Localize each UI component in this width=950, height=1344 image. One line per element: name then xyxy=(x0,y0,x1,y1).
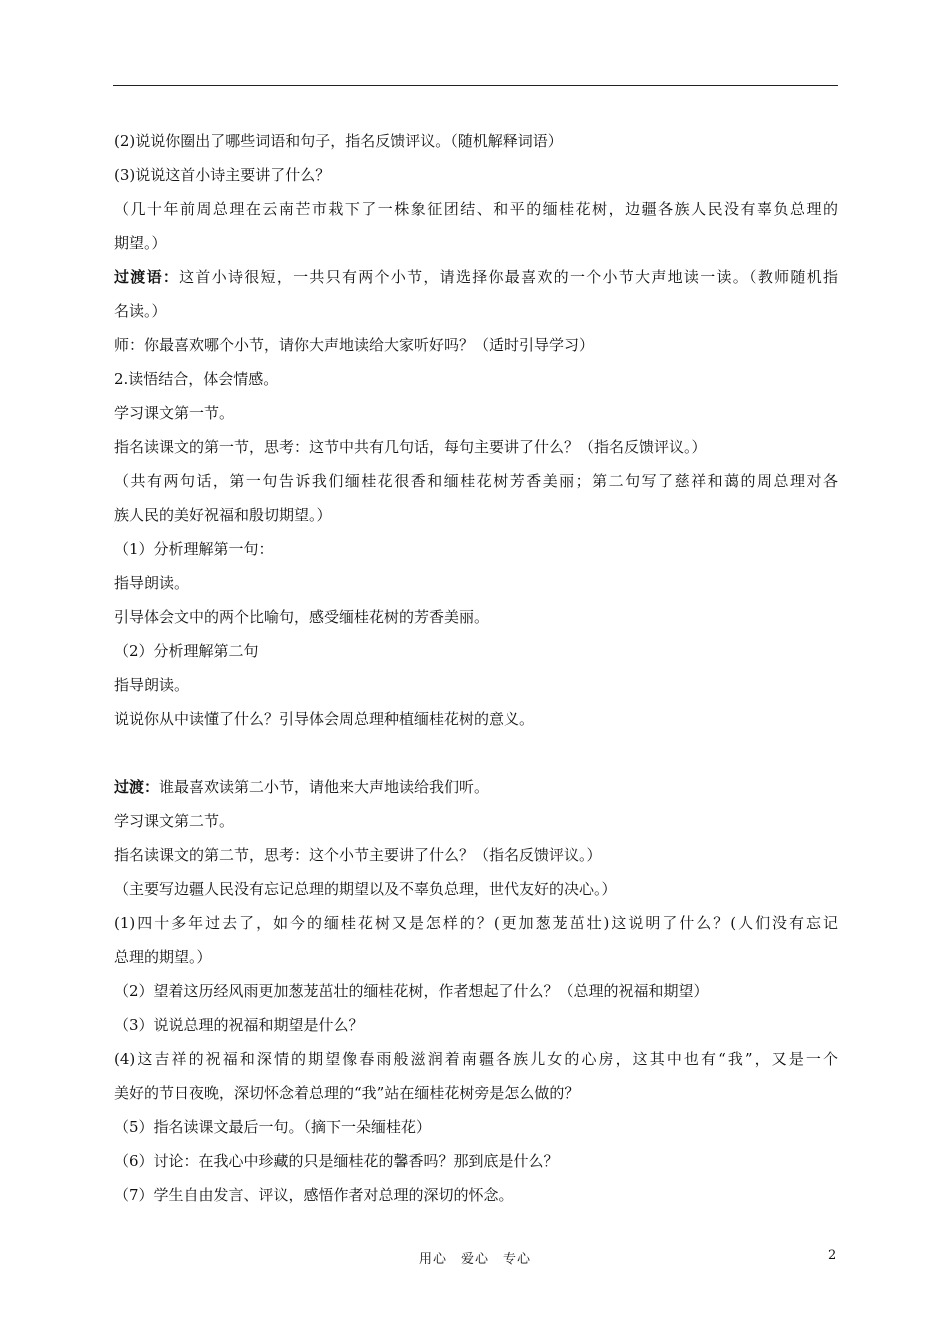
document-body xyxy=(114,124,838,1212)
text-line xyxy=(114,770,838,804)
text-line: 说说你从中读懂了什么？引导体会周总理种植缅桂花树的意义。 xyxy=(114,710,535,728)
text-line: 2.读悟结合，体会情感。 xyxy=(114,370,279,388)
text-line: 指导朗读。 xyxy=(114,676,190,694)
text-line: 引导体会文中的两个比喻句，感受缅桂花树的芳香美丽。 xyxy=(114,608,490,626)
blank-line xyxy=(114,736,838,770)
text-line: 总理的期望。） xyxy=(114,948,212,966)
text-line: （2）望着这历经风雨更加葱茏茁壮的缅桂花树，作者想起了什么？（总理的祝福和期望） xyxy=(114,982,709,1000)
text-line: （共有两句话，第一句告诉我们缅桂花很香和缅桂花树芳香美丽；第二句写了慈祥和蔼的周总理对各 xyxy=(114,472,838,490)
text-line: 指导朗读。 xyxy=(114,574,190,592)
text-line: 指名读课文的第二节，思考：这个小节主要讲了什么？（指名反馈评议。） xyxy=(114,846,602,864)
header-rule xyxy=(113,85,838,86)
text-line: (4)这吉祥的祝福和深情的期望像春雨般滋润着南疆各族儿女的心房，这其中也有“我”，又是一个 xyxy=(114,1050,838,1068)
text-line: （5）指名读课文最后一句。（摘下一朵缅桂花） xyxy=(114,1118,432,1136)
text-line: （6）讨论：在我心中珍藏的只是缅桂花的馨香吗？那到底是什么？ xyxy=(114,1152,559,1170)
text-line: 期望。） xyxy=(114,234,167,252)
text-line: 指名读课文的第一节，思考：这节中共有几句话，每句主要讲了什么？（指名反馈评议。） xyxy=(114,438,707,456)
text-line: （1）分析理解第一句： xyxy=(114,540,274,558)
text-line: 美好的节日夜晚，深切怀念着总理的“我”站在缅桂花树旁是怎么做的？ xyxy=(114,1084,580,1102)
footer-motto: 用心 爱心 专心 xyxy=(418,1252,531,1267)
text-line: 族人民的美好祝福和殷切期望。） xyxy=(114,506,332,524)
text-line: （7）学生自由发言、评议，感悟作者对总理的深切的怀念。 xyxy=(114,1186,514,1204)
text-line: （3）说说总理的祝福和期望是什么？ xyxy=(114,1016,364,1034)
page-number: 2 xyxy=(828,1248,837,1263)
line-text: 谁最喜欢读第二小节，请他来大声地读给我们听。 xyxy=(159,778,490,796)
lead-label: 过渡语： xyxy=(114,268,180,286)
text-line: (3)说说这首小诗主要讲了什么？ xyxy=(114,166,331,184)
text-line: 师：你最喜欢哪个小节，请你大声地读给大家听好吗？（适时引导学习） xyxy=(114,336,595,354)
text-line: 学习课文第一节。 xyxy=(114,404,235,422)
text-line: (1)四十多年过去了，如今的缅桂花树又是怎样的？(更加葱茏茁壮)这说明了什么？(人们没有忘记 xyxy=(114,914,838,932)
text-line: 学习课文第二节。 xyxy=(114,812,235,830)
lead-label: 过渡： xyxy=(114,778,160,796)
text-line: (2)说说你圈出了哪些词语和句子，指名反馈评议。（随机解释词语） xyxy=(114,132,563,150)
text-line: （几十年前周总理在云南芒市栽下了一株象征团结、和平的缅桂花树，边疆各族人民没有辜负总理的 xyxy=(114,200,838,218)
text-line: （主要写边疆人民没有忘记总理的期望以及不辜负总理，世代友好的决心。） xyxy=(114,880,617,898)
line-text: 这首小诗很短，一共只有两个小节，请选择你最喜欢的一个小节大声地读一读。（教师随机指 xyxy=(179,268,838,286)
text-line: 名读。） xyxy=(114,302,167,320)
text-line xyxy=(114,260,838,294)
text-line: （2）分析理解第二句 xyxy=(114,642,259,660)
